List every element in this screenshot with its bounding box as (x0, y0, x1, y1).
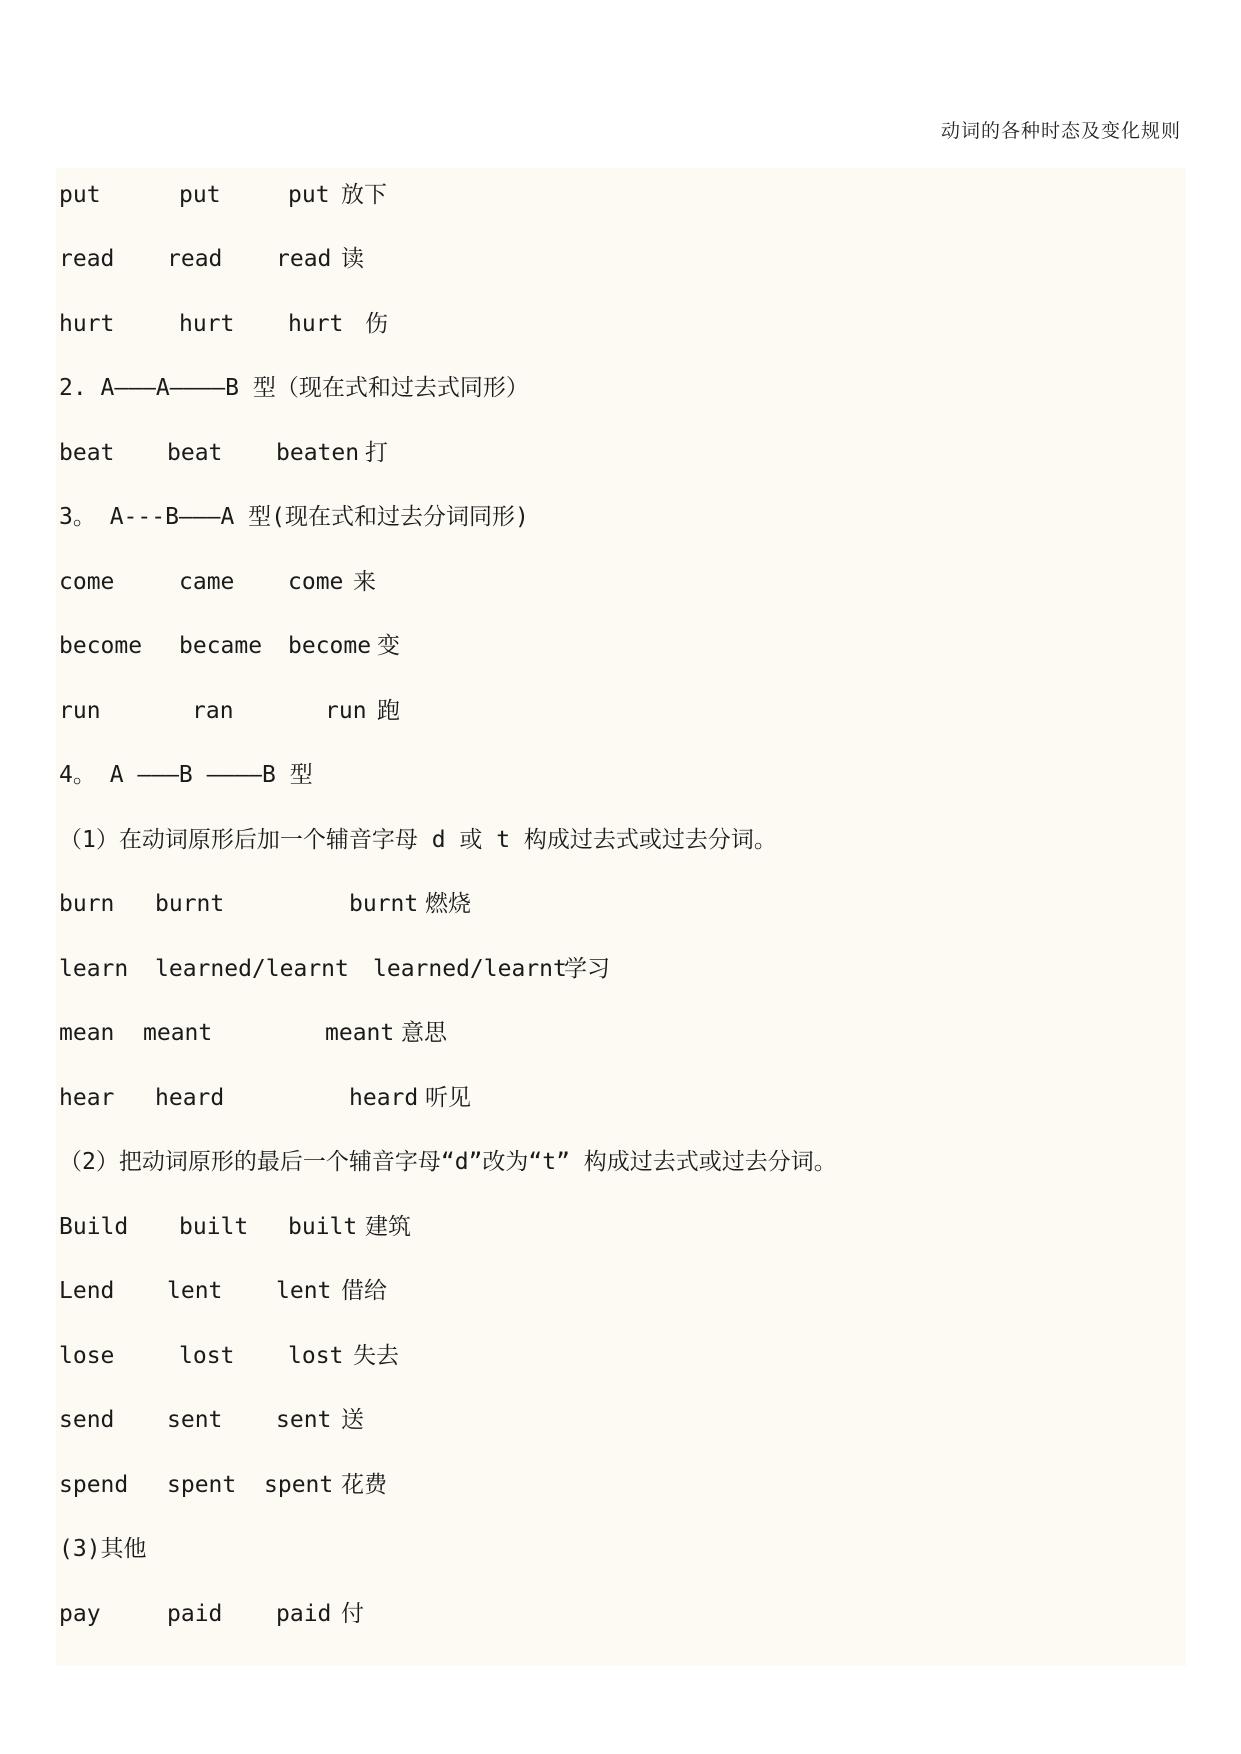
verb-participle: sent (276, 1407, 332, 1433)
verb-base: run (59, 698, 101, 724)
section-heading: 3。 A---B———A 型(现在式和过去分词同形) (59, 504, 529, 530)
verb-participle: hurt (288, 311, 344, 337)
verb-past: built (179, 1214, 249, 1240)
verb-past: spent (167, 1472, 237, 1498)
section-heading: 4。 A ———B ————B 型 (59, 762, 313, 788)
verb-meaning: 打 (365, 440, 388, 466)
verb-base: learn (59, 956, 129, 982)
verb-meaning: 学习 (564, 956, 610, 982)
verb-base: mean (59, 1020, 115, 1046)
verb-past: ran (192, 698, 234, 724)
subsection-heading: （2）把动词原形的最后一个辅音字母“d”改为“t” 构成过去式或过去分词。 (59, 1149, 837, 1175)
verb-participle: spent (264, 1472, 334, 1498)
verb-participle: lost (288, 1343, 344, 1369)
subsection-heading: (3)其他 (59, 1536, 147, 1562)
verb-participle: run (325, 698, 367, 724)
verb-base: Build (59, 1214, 129, 1240)
verb-meaning: 送 (341, 1407, 364, 1433)
verb-past: lent (167, 1278, 223, 1304)
verb-base: spend (59, 1472, 129, 1498)
verb-base: beat (59, 440, 115, 466)
verb-base: hear (59, 1085, 115, 1111)
verb-participle: paid (276, 1601, 332, 1627)
verb-meaning: 借给 (341, 1278, 387, 1304)
verb-meaning: 放下 (341, 182, 387, 208)
verb-base: read (59, 246, 115, 272)
verb-past: paid (167, 1601, 223, 1627)
verb-meaning: 失去 (353, 1343, 399, 1369)
section-heading: 2. A———A————B 型（现在式和过去式同形） (59, 375, 529, 401)
verb-base: become (59, 633, 143, 659)
verb-meaning: 来 (353, 569, 376, 595)
verb-participle: come (288, 569, 344, 595)
verb-participle: lent (276, 1278, 332, 1304)
verb-past: burnt (155, 891, 225, 917)
verb-past: hurt (179, 311, 235, 337)
verb-participle: built (288, 1214, 358, 1240)
verb-meaning: 建筑 (365, 1214, 411, 1240)
verb-participle: read (276, 246, 332, 272)
verb-base: lose (59, 1343, 115, 1369)
verb-meaning: 意思 (401, 1020, 447, 1046)
verb-base: Lend (59, 1278, 115, 1304)
document-body (56, 168, 1186, 1666)
verb-meaning: 付 (341, 1601, 364, 1627)
verb-meaning: 燃烧 (425, 891, 471, 917)
verb-participle: burnt (349, 891, 419, 917)
verb-meaning: 读 (341, 246, 364, 272)
verb-base: pay (59, 1601, 101, 1627)
verb-meaning: 跑 (377, 698, 400, 724)
verb-meaning: 伤 (365, 311, 388, 337)
verb-base: hurt (59, 311, 115, 337)
verb-past: lost (179, 1343, 235, 1369)
verb-past: beat (167, 440, 223, 466)
verb-past: heard (155, 1085, 225, 1111)
verb-base: send (59, 1407, 115, 1433)
verb-participle: put (288, 182, 330, 208)
document-header-title: 动词的各种时态及变化规则 (940, 120, 1181, 142)
verb-past: sent (167, 1407, 223, 1433)
subsection-heading: （1）在动词原形后加一个辅音字母 d 或 t 构成过去式或过去分词。 (59, 827, 777, 853)
verb-past: became (179, 633, 263, 659)
verb-participle: meant (325, 1020, 395, 1046)
verb-base: put (59, 182, 101, 208)
verb-past: put (179, 182, 221, 208)
verb-meaning: 听见 (425, 1085, 471, 1111)
verb-participle: heard (349, 1085, 419, 1111)
verb-participle: become (288, 633, 372, 659)
verb-participle: beaten (276, 440, 360, 466)
verb-past: read (167, 246, 223, 272)
verb-past: came (179, 569, 235, 595)
verb-past: learned/learnt (155, 956, 349, 982)
verb-meaning: 变 (377, 633, 400, 659)
verb-meaning: 花费 (341, 1472, 387, 1498)
verb-base: come (59, 569, 115, 595)
verb-participle: learned/learnt (373, 956, 567, 982)
verb-past: meant (143, 1020, 213, 1046)
verb-base: burn (59, 891, 115, 917)
